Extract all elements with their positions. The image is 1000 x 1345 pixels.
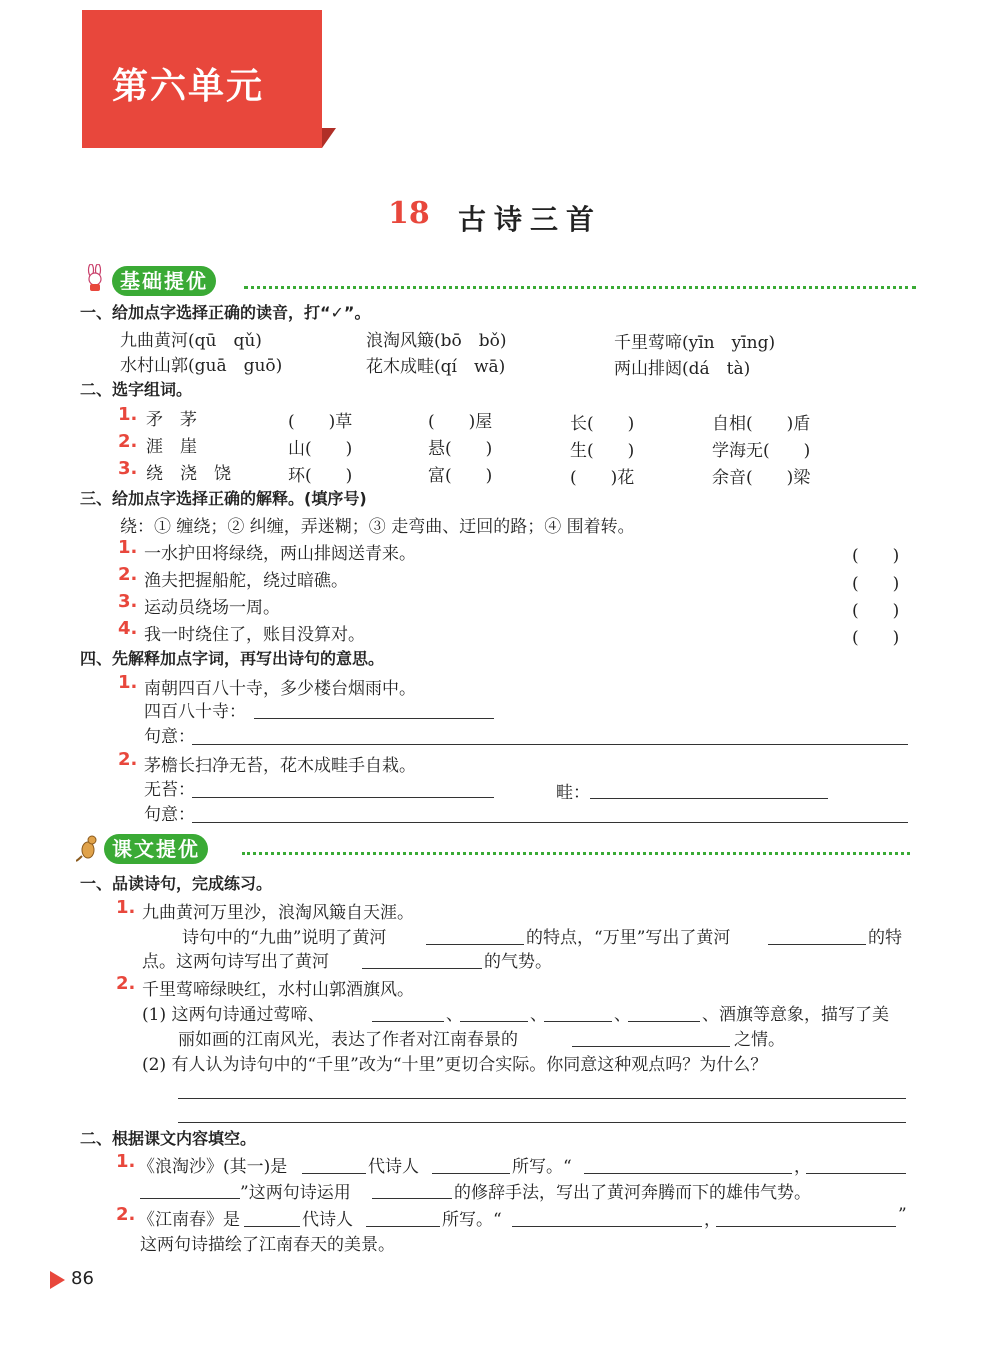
sentence: 运动员绕场一周。	[144, 598, 280, 618]
definition-list: 绕：① 缠绕；② 纠缠，弄迷糊；③ 走弯曲、迂回的路；④ 围着转。	[120, 517, 635, 537]
basic-q1-heading: 一、给加点字选择正确的读音，打“✓”。	[80, 303, 371, 322]
answer-line[interactable]	[572, 1046, 730, 1047]
fill-text: 的特	[868, 928, 902, 948]
answer-line[interactable]	[512, 1226, 702, 1227]
answer-line[interactable]	[590, 798, 828, 799]
text-q2-heading: 二、根据课文内容填空。	[80, 1129, 257, 1148]
fill-text: 丽如画的江南风光，表达了作者对江南春景的	[178, 1030, 518, 1050]
answer-blank[interactable]: ( )	[852, 601, 900, 621]
fill-text: 代诗人	[368, 1157, 419, 1177]
word-blank[interactable]: ( )屋	[428, 412, 493, 432]
word-blank[interactable]: 生( )	[570, 441, 635, 461]
word-label: 畦：	[556, 783, 590, 803]
fill-text: 所写。“	[442, 1210, 502, 1230]
item-number: 1.	[116, 897, 136, 918]
basic-q1-item: 千里莺啼(yīn yīng)	[614, 333, 776, 353]
answer-line[interactable]	[426, 944, 524, 945]
answer-line[interactable]	[806, 1173, 906, 1174]
word-choice-chars: 矛 茅	[146, 410, 197, 430]
basic-q3-heading: 三、给加点字选择正确的解释。(填序号)	[80, 489, 367, 508]
answer-line[interactable]	[584, 1173, 792, 1174]
answer-line[interactable]	[372, 1021, 444, 1022]
word-blank[interactable]: 山( )	[288, 439, 353, 459]
fill-text: 《江南春》是	[138, 1210, 240, 1230]
answer-line[interactable]	[372, 1198, 452, 1199]
answer-line[interactable]	[544, 1021, 612, 1022]
item-number: 3.	[118, 591, 138, 612]
word-blank[interactable]: ( )草	[288, 412, 353, 432]
word-blank[interactable]: 自相( )盾	[712, 414, 811, 434]
answer-line[interactable]	[178, 1122, 906, 1123]
section-basic-divider	[244, 286, 916, 289]
poem-line: 千里莺啼绿映红，水村山郭酒旗风。	[142, 980, 414, 1000]
answer-line[interactable]	[432, 1173, 510, 1174]
lesson-title: 古诗三首	[458, 203, 603, 236]
word-blank[interactable]: 长( )	[570, 414, 635, 434]
sentence: 我一时绕住了，账目没算对。	[144, 625, 365, 645]
kangaroo-mascot-icon	[76, 834, 102, 862]
word-blank[interactable]: ( )花	[570, 468, 635, 488]
answer-line[interactable]	[140, 1198, 240, 1199]
fill-text: 这两句诗描绘了江南春天的美景。	[140, 1235, 395, 1255]
answer-line[interactable]	[302, 1173, 366, 1174]
fill-text: 代诗人	[302, 1210, 353, 1230]
section-basic-badge: 基础提优	[112, 266, 216, 296]
basic-q4-heading: 四、先解释加点字词，再写出诗句的意思。	[80, 649, 385, 668]
word-label: 无苔：	[144, 780, 195, 800]
item-number: 4.	[118, 618, 138, 639]
word-blank[interactable]: 富( )	[428, 466, 493, 486]
fill-text: 、	[446, 1005, 463, 1025]
item-number: 1.	[116, 1151, 136, 1172]
word-choice-chars: 涯 崖	[146, 437, 197, 457]
fill-text: 点。这两句诗写出了黄河	[142, 952, 329, 972]
item-number: 1.	[118, 672, 138, 693]
fill-text: (1) 这两句诗通过莺啼、	[142, 1005, 325, 1025]
word-choice-chars: 绕 浇 饶	[146, 464, 231, 484]
basic-q1-item: 浪淘风簸(bō bǒ)	[366, 331, 507, 351]
answer-line[interactable]	[192, 744, 908, 745]
basic-q2-heading: 二、选字组词。	[80, 380, 193, 399]
basic-q1-item: 两山排闼(dá tà)	[614, 359, 751, 379]
question-text: (2) 有人认为诗句中的“千里”改为“十里”更切合实际。你同意这种观点吗？为什么？	[142, 1055, 768, 1075]
fill-text: ”这两句诗运用	[240, 1183, 351, 1203]
fill-text: 诗句中的“九曲”说明了黄河	[182, 928, 387, 948]
page-arrow-icon	[50, 1271, 65, 1289]
text-q1-heading: 一、品读诗句，完成练习。	[80, 874, 273, 893]
page-number: 86	[71, 1268, 94, 1289]
lesson-number: 18	[388, 196, 430, 231]
word-blank[interactable]: 余音( )梁	[712, 468, 811, 488]
fill-text: 、	[530, 1005, 547, 1025]
answer-blank[interactable]: ( )	[852, 574, 900, 594]
item-number: 3.	[118, 458, 138, 479]
fill-text: 的气势。	[484, 952, 552, 972]
fill-text: 、	[614, 1005, 631, 1025]
item-number: 2.	[116, 1204, 136, 1225]
fill-text: 、酒旗等意象，描写了美	[702, 1005, 889, 1025]
item-number: 2.	[116, 973, 136, 994]
answer-line[interactable]	[366, 1226, 440, 1227]
item-number: 1.	[118, 537, 138, 558]
answer-line[interactable]	[192, 797, 494, 798]
basic-q1-item: 九曲黄河(qū qǔ)	[120, 331, 262, 351]
fill-text: 《浪淘沙》(其一)是	[138, 1157, 288, 1177]
answer-line[interactable]	[244, 1226, 300, 1227]
word-label: 四百八十寺：	[144, 702, 246, 722]
fill-text: 所写。“	[512, 1157, 572, 1177]
fill-text: ”	[898, 1205, 907, 1225]
answer-line[interactable]	[460, 1021, 528, 1022]
poem-line: 茅檐长扫净无苔，花木成畦手自栽。	[144, 756, 416, 776]
answer-line[interactable]	[254, 718, 494, 719]
meaning-label: 句意：	[144, 805, 195, 825]
item-number: 1.	[118, 404, 138, 425]
fill-text: ，	[704, 1210, 721, 1230]
answer-line[interactable]	[628, 1021, 700, 1022]
word-blank[interactable]: 悬( )	[428, 439, 493, 459]
unit-title: 第六单元	[112, 66, 265, 107]
fill-text: ，	[794, 1157, 811, 1177]
answer-line[interactable]	[716, 1226, 896, 1227]
item-number: 2.	[118, 564, 138, 585]
answer-blank[interactable]: ( )	[852, 546, 900, 566]
fill-text: 之情。	[734, 1030, 785, 1050]
unit-banner-fold	[322, 128, 336, 148]
sentence: 渔夫把握船舵，绕过暗礁。	[144, 571, 348, 591]
poem-line: 九曲黄河万里沙，浪淘风簸自天涯。	[142, 903, 414, 923]
answer-line[interactable]	[192, 822, 908, 823]
section-text-divider	[242, 852, 910, 855]
rabbit-mascot-icon	[82, 264, 108, 292]
section-text-badge: 课文提优	[104, 834, 208, 864]
word-blank[interactable]: 学海无( )	[712, 441, 811, 461]
item-number: 2.	[118, 431, 138, 452]
word-blank[interactable]: 环( )	[288, 466, 353, 486]
meaning-label: 句意：	[144, 727, 195, 747]
fill-text: 的特点，“万里”写出了黄河	[526, 928, 731, 948]
answer-line[interactable]	[768, 944, 866, 945]
poem-line: 南朝四百八十寺，多少楼台烟雨中。	[144, 679, 416, 699]
answer-line[interactable]	[178, 1098, 906, 1099]
sentence: 一水护田将绿绕，两山排闼送青来。	[144, 544, 416, 564]
basic-q1-item: 花木成畦(qí wā)	[366, 357, 506, 377]
answer-blank[interactable]: ( )	[852, 628, 900, 648]
item-number: 2.	[118, 749, 138, 770]
basic-q1-item: 水村山郭(guā guō)	[120, 356, 283, 376]
fill-text: 的修辞手法，写出了黄河奔腾而下的雄伟气势。	[454, 1183, 811, 1203]
answer-line[interactable]	[362, 968, 482, 969]
